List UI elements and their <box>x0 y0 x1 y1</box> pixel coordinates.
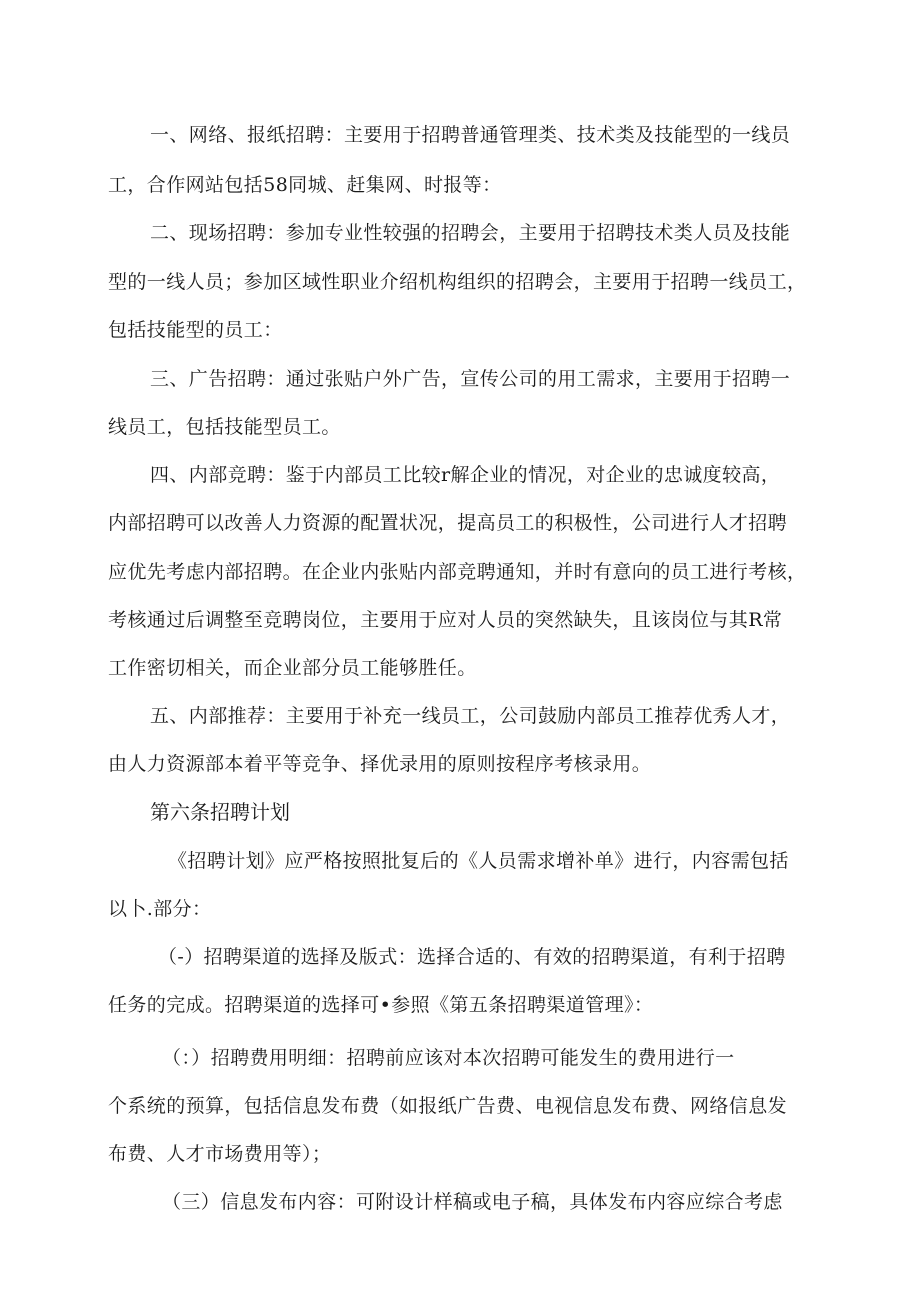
text-line: 工，合作网站包括58同城、赶集网、时报等： <box>108 174 502 196</box>
text-line: 任务的完成。招聘渠道的选择可•参照《第五条招聘渠道管理》： <box>108 994 654 1016</box>
text-line: 考核通过后调整至竞聘岗位，主要用于应对人员的突然缺失，且该岗位与其R常 <box>108 609 783 631</box>
text-line: 五、内部推荐：主要用于补充一线员工，公司鼓励内部员工推荐优秀人才， <box>150 705 791 727</box>
text-line: 四、内部竞聘：鉴于内部员工比较r解企业的情况，对企业的忠诚度较高， <box>150 464 781 486</box>
text-line: 工作密切相关，而企业部分员工能够胜任。 <box>108 657 477 679</box>
text-line: 线员工，包括技能型员工。 <box>108 416 341 438</box>
text-line: 内部招聘可以改善人力资源的配置状况，提高员工的积极性，公司进行人才招聘 <box>108 512 788 534</box>
text-line: 三、广告招聘：通过张贴户外广告，宣传公司的用工需求，主要用于招聘一 <box>150 368 791 390</box>
text-line: （-）招聘渠道的选择及版式：选择合适的、有效的招聘渠道，有利于招聘 <box>158 946 786 968</box>
text-line: 二、现场招聘：参加专业性较强的招聘会，主要用于招聘技术类人员及技能 <box>150 222 791 244</box>
text-line: （：）招聘费用明细：招聘前应该对本次招聘可能发生的费用进行一 <box>162 1047 735 1069</box>
text-line: 包括技能型的员工： <box>108 319 283 341</box>
text-line: 应优先考虑内部招聘。在企业内张贴内部竞聘通知，并时有意向的员工进行考核， <box>108 561 807 583</box>
text-line: 《招聘计划》应严格按照批复后的《人员需求增补单》进行，内容需包括 <box>168 850 789 872</box>
text-line: 型的一线人员；参加区域性职业介绍机构组织的招聘会，主要用于招聘一线员工， <box>108 271 807 293</box>
text-line: 布费、人才市场费用等）； <box>108 1143 332 1165</box>
section-heading: 第六条招聘计划 <box>150 800 290 824</box>
text-line: 个系统的预算，包括信息发布费（如报纸广告费、电视信息发布费、网络信息发 <box>108 1095 788 1117</box>
text-line: 由人力资源部本着平等竞争、择优录用的原则按程序考核录用。 <box>108 753 652 775</box>
text-line: 一、网络、报纸招聘：主要用于招聘普通管理类、技术类及技能型的一线员 <box>150 124 791 146</box>
text-line: （三）信息发布内容：可附设计样稿或电子稿，具体发布内容应综合考虑 <box>162 1191 783 1213</box>
text-line: 以卜.部分： <box>108 898 212 920</box>
